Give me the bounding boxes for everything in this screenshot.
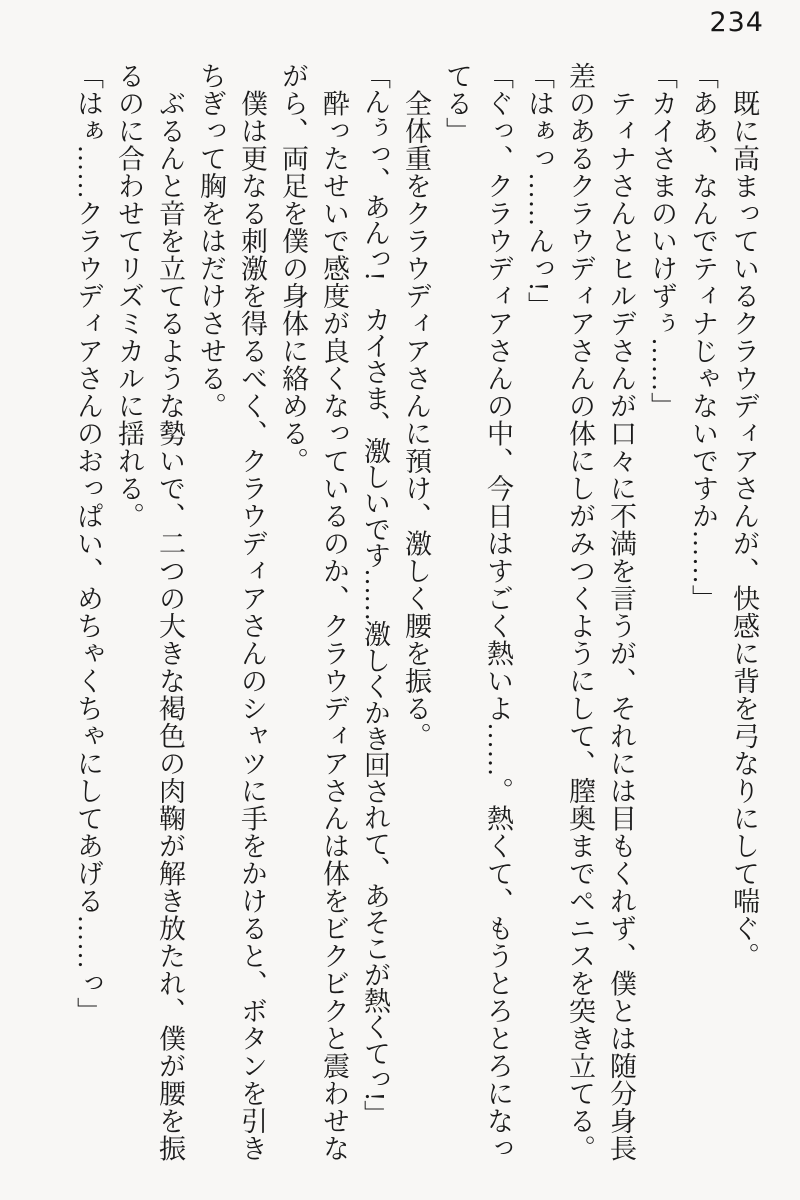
text-column: 僕は更なる刺激を得るべく、クラウディアさんのシャツに手をかけると、ボタンを引き: [237, 62, 267, 1162]
text-column: ちぎって胸をはだけさせる。: [196, 62, 226, 420]
text-column: ティナさんとヒルデさんが口々に不満を言うが、それには目もくれず、僕とは随分身長: [606, 62, 636, 1162]
text-block: [67, 62, 764, 1168]
text-column: がら、両足を僕の身体に絡める。: [278, 62, 308, 475]
text-column: 差のあるクラウディアさんの体にしがみつくようにして、膣奥までペニスを突き立てる。: [565, 62, 595, 1162]
text-column: 「ああ、なんでティナじゃないですか……」: [688, 62, 718, 612]
text-column: 「カイさまのいけずぅ……」: [647, 62, 677, 420]
page-number: 234: [709, 7, 764, 38]
text-column: るのに合わせてリズミカルに揺れる。: [114, 62, 144, 530]
text-column: 「はぁ……クラウディアさんのおっぱい、めちゃくちゃにしてあげる……っ」: [73, 62, 103, 1025]
text-column: ぶるんと音を立てるような勢いで、二つの大きな褐色の肉鞠が解き放たれ、僕が腰を振: [155, 62, 185, 1162]
text-column: 「はぁっ……んっ!」: [524, 62, 554, 319]
text-column: 「んぅっ、あんっ! カイさま、激しいです……激しくかき回されて、あそこが熱くてっ!」: [360, 62, 390, 1127]
text-column: 全体重をクラウディアさんに預け、激しく腰を振る。: [401, 62, 431, 750]
text-column: てる」: [442, 62, 472, 145]
text-column: 「ぐっ、クラウディアさんの中、今日はすごく熱いよ……。熱くて、もうとろとろになっ: [483, 62, 513, 1162]
text-column: 既に高まっているクラウディアさんが、快感に背を弓なりにして喘ぐ。: [729, 62, 759, 970]
text-column: 酔ったせいで感度が良くなっているのか、クラウディアさんは体をビクビクと震わせな: [319, 62, 349, 1162]
